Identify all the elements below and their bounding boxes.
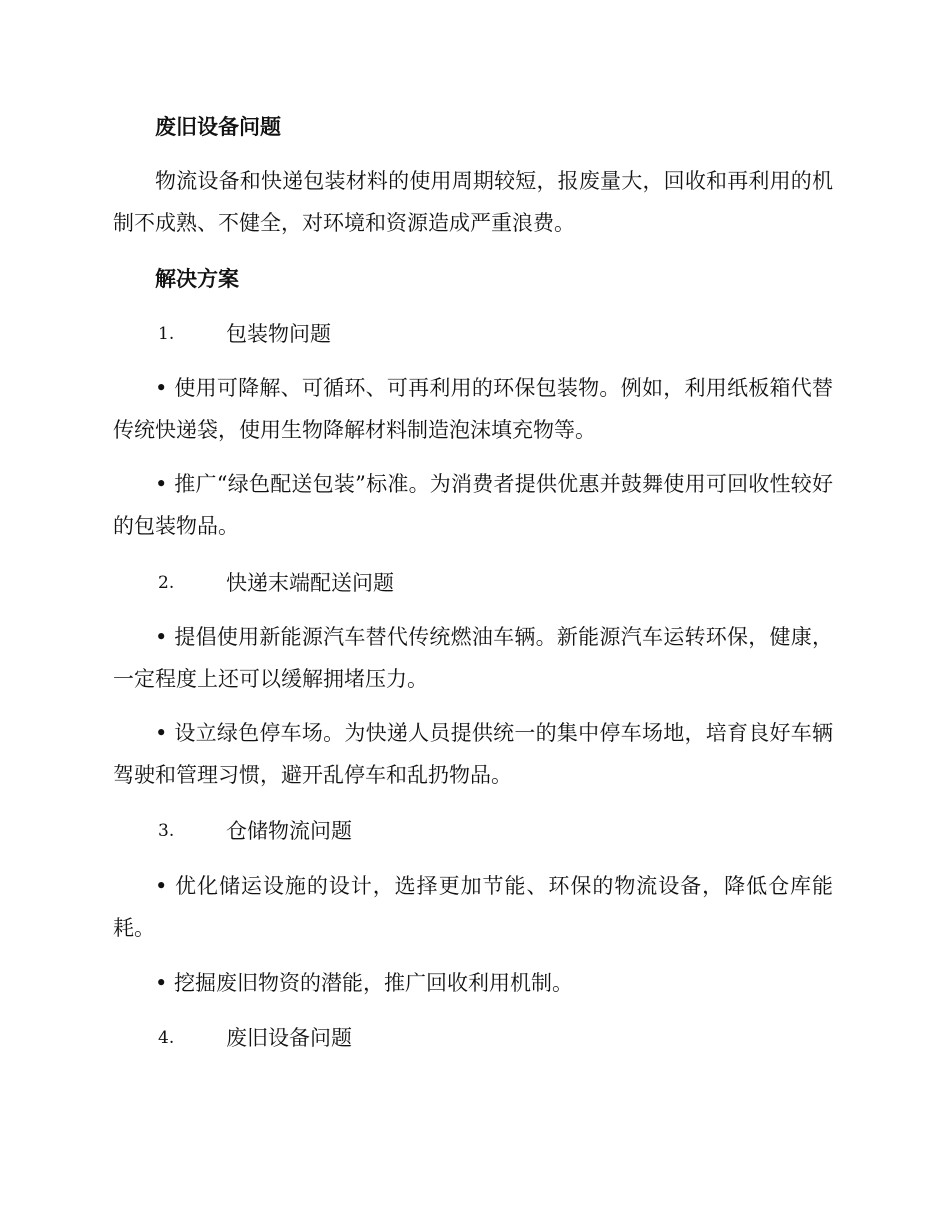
bullet-paragraph: • 使用可降解、可循环、可再利用的环保包装物。例如，利用纸板箱代替传统快递袋，使用生物降解材料制造泡沫填充物等。	[113, 376, 833, 442]
bullet-paragraph: • 提倡使用新能源汽车替代传统燃油车辆。新能源汽车运转环保，健康，一定程度上还可以缓解拥堵压力。	[113, 625, 833, 691]
item-number: 2.	[158, 573, 175, 593]
numbered-item-1	[158, 313, 878, 355]
bullet-paragraph: • 设立绿色停车场。为快递人员提供统一的集中停车场地，培育良好车辆驾驶和管理习惯，避开乱停车和乱扔物品。	[113, 721, 833, 787]
item-number: 3.	[158, 821, 175, 841]
item-title: 快递末端配送问题	[226, 571, 394, 595]
item-number: 1.	[158, 324, 175, 344]
bullet-paragraph: • 推广“绿色配送包装”标准。为消费者提供优惠并鼓舞使用可回收性较好的包装物品。	[113, 472, 833, 538]
item-number: 4.	[158, 1028, 175, 1048]
item-title: 包装物问题	[226, 322, 331, 346]
section-heading-solutions: 解决方案	[155, 266, 239, 291]
bullet-paragraph: • 挖掘废旧物资的潜能，推广回收利用机制。	[155, 971, 574, 995]
paragraph-old-equipment: 物流设备和快递包装材料的使用周期较短，报废量大，回收和再利用的机制不成熟、不健全，对环境和资源造成严重浪费。	[113, 169, 833, 235]
item-title: 仓储物流问题	[226, 819, 352, 843]
bullet-paragraph: • 优化储运设施的设计，选择更加节能、环保的物流设备，降低仓库能耗。	[113, 874, 833, 940]
section-heading-old-equipment: 废旧设备问题	[155, 114, 281, 139]
numbered-item-4	[158, 1017, 878, 1059]
numbered-item-3	[158, 810, 878, 852]
item-title: 废旧设备问题	[226, 1026, 352, 1050]
numbered-item-2	[158, 562, 878, 604]
